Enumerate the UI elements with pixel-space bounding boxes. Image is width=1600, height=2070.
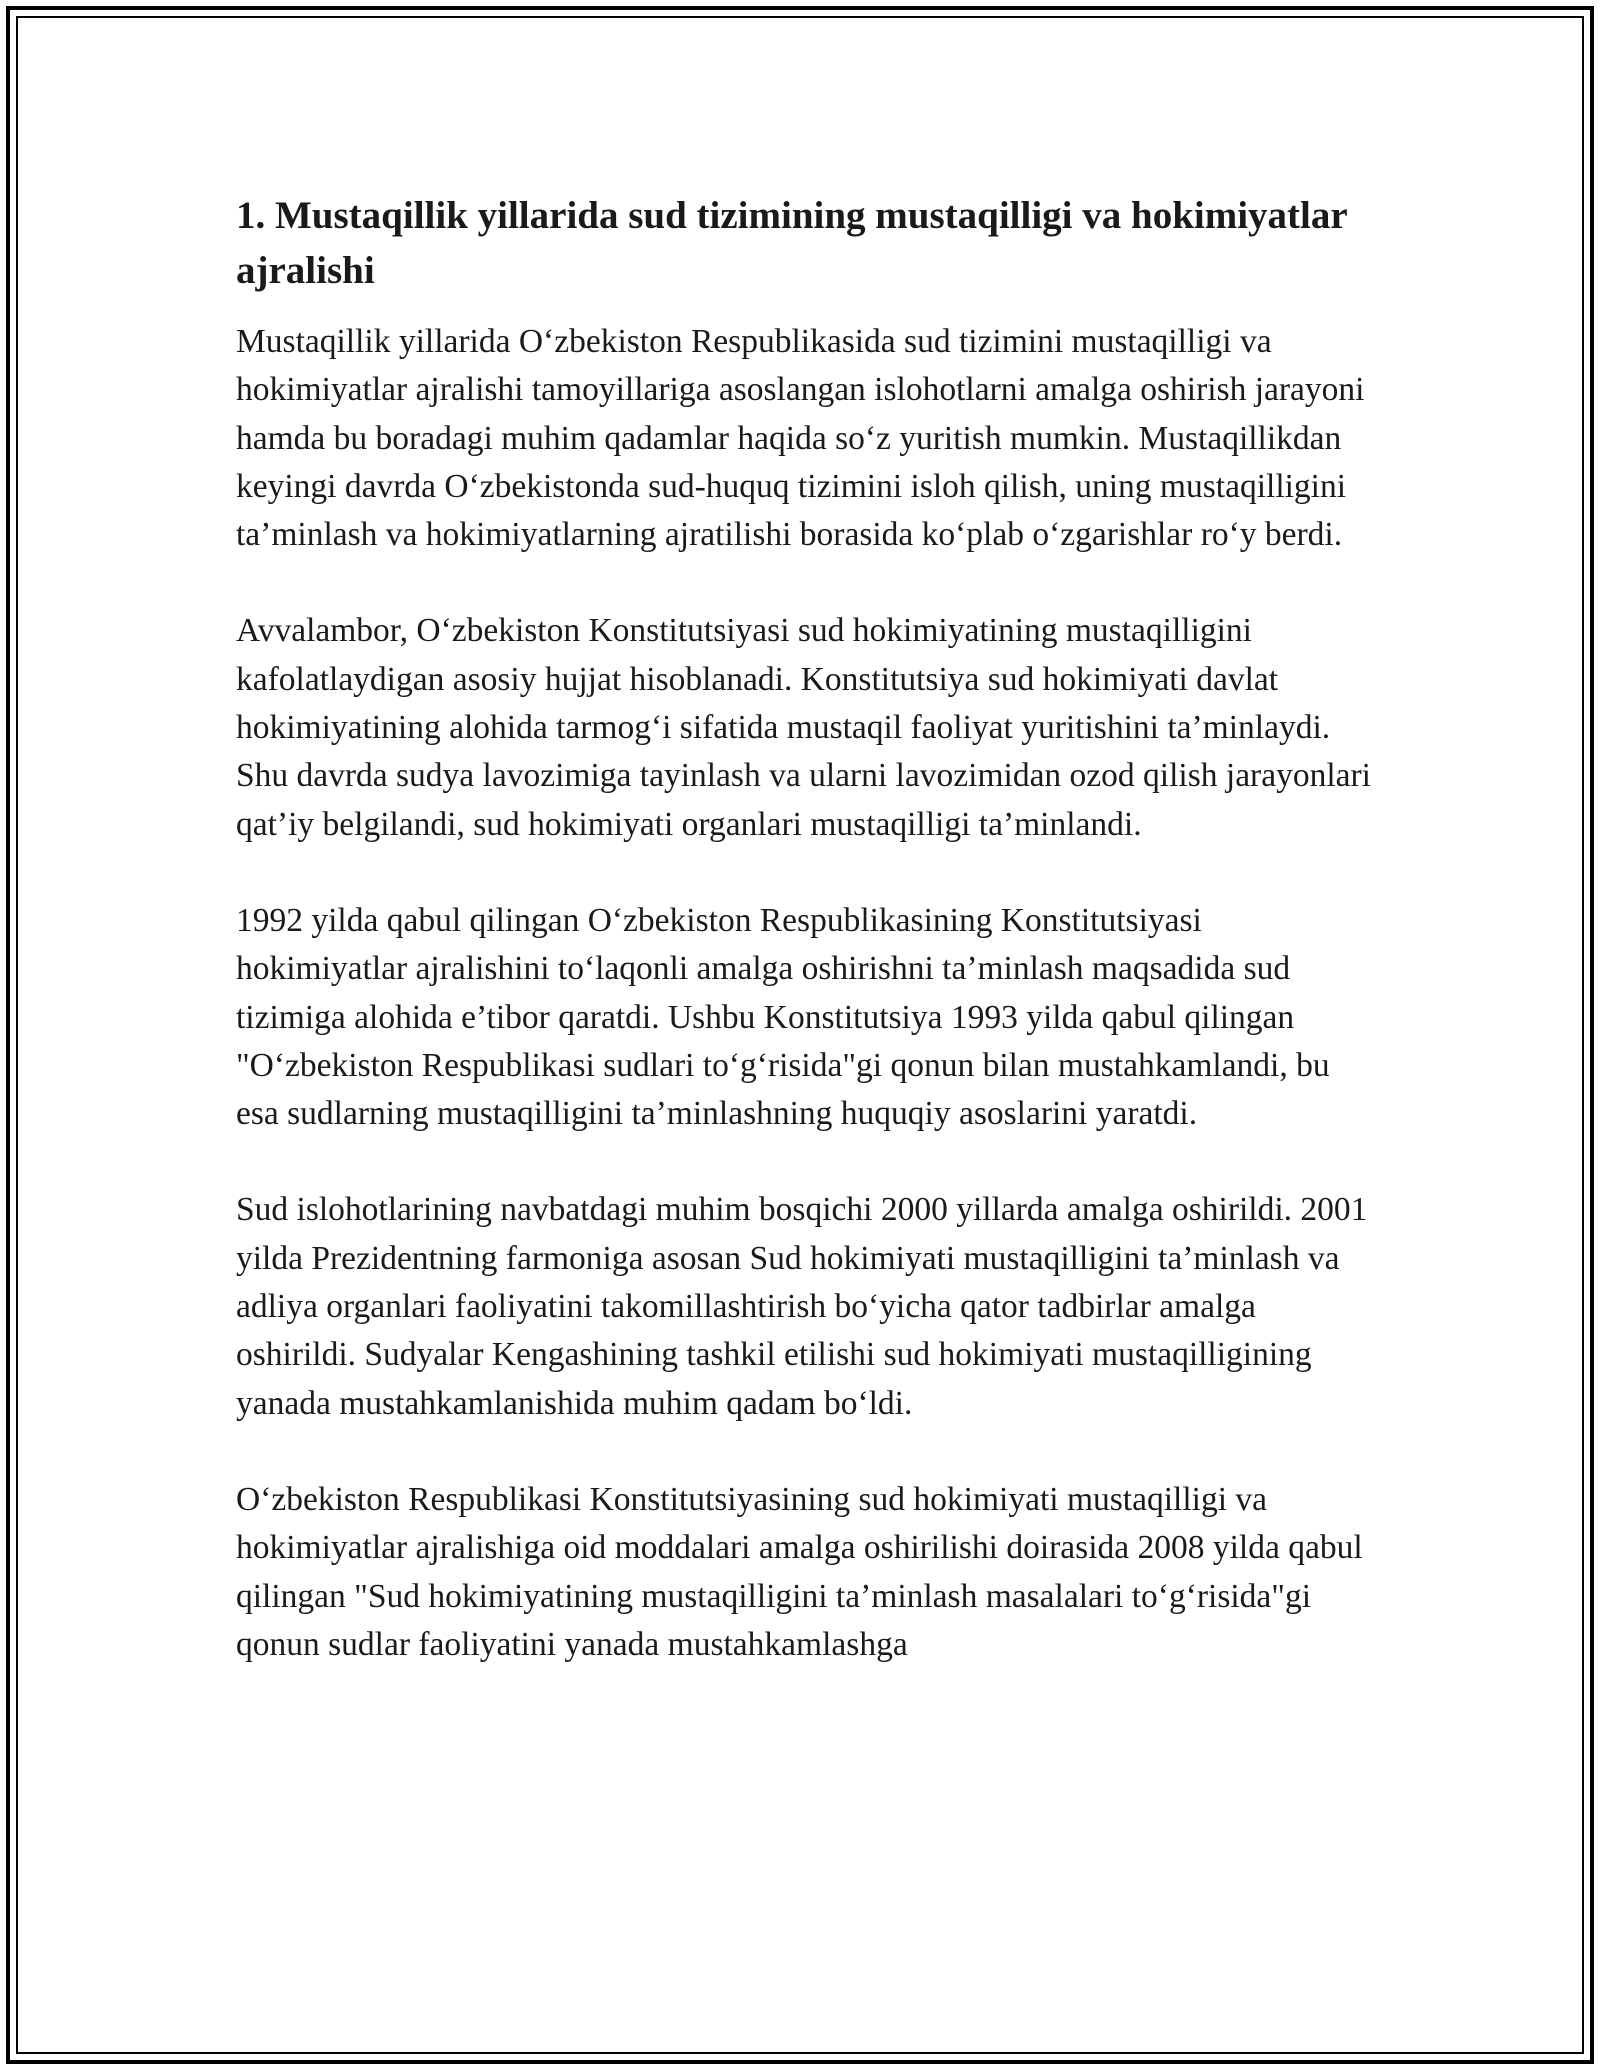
paragraph-5: O‘zbekiston Respublikasi Konstitutsiyasining sud hokimiyati mustaqilligi va hokimiyatlar ajralishiga oid moddalari amalga oshirilishi doirasida 2008 yilda qabul qilingan "Sud hokimiyatining mustaqilligini ta’minlash masalalari to‘g‘risida"gi qonun sudlar faoliyatini yanada mustahkamlashga [236,1480,1363,1663]
paragraph-1: Mustaqillik yillarida O‘zbekiston Respublikasida sud tizimini mustaqilligi va hokimiyatlar ajralishi tamoyillariga asoslangan islohotlarni amalga oshirish jarayoni hamda bu boradagi muhim qadamlar haqida so‘z yuritish mumkin. Mustaqillikdan keyingi davrda O‘zbekistonda sud-huquq tizimini isloh qilish, uning mustaqilligini ta’minlash va hokimiyatlarning ajratilishi borasida ko‘plab o‘zgarishlar ro‘y berdi. [236,323,1365,554]
paragraph-2: Avvalambor, O‘zbekiston Konstitutsiyasi sud hokimiyatining mustaqilligini kafolatlaydigan asosiy hujjat hisoblanadi. Konstitutsiya sud hokimiyati davlat hokimiyatining alohida tarmog‘i sifatida mustaqil faoliyat yuritishini ta’minlaydi. Shu davrda sudya lavozimiga tayinlash va ularni lavozimidan ozod qilish jarayonlari qat’iy belgilandi, sud hokimiyati organlari mustaqilligi ta’minlandi. [236,612,1371,843]
document-title: 1. Mustaqillik yillarida sud tizimining mustaqilligi va hokimiyatlar ajralishi [236,194,1347,292]
paragraph-4: Sud islohotlarining navbatdagi muhim bosqichi 2000 yillarda amalga oshirildi. 2001 yilda Prezidentning farmoniga asosan Sud hokimiyati mustaqilligini ta’minlash va adliya organlari faoliyatini takomillashtirish bo‘yicha qator tadbirlar amalga oshirildi. Sudyalar Kengashining tashkil etilishi sud hokimiyati mustaqilligining yanada mustahkamlanishida muhim qadam bo‘ldi. [236,1191,1368,1422]
document-body [236,188,1376,1669]
paragraph-3: 1992 yilda qabul qilingan O‘zbekiston Respublikasining Konstitutsiyasi hokimiyatlar ajralishini to‘laqonli amalga oshirishni ta’minlash maqsadida sud tizimiga alohida e’tibor qaratdi. Ushbu Konstitutsiya 1993 yilda qabul qilingan "O‘zbekiston Respublikasi sudlari to‘g‘risida"gi qonun bilan mustahkamlandi, bu esa sudlarning mustaqilligini ta’minlashning huquqiy asoslarini yaratdi. [236,901,1330,1133]
